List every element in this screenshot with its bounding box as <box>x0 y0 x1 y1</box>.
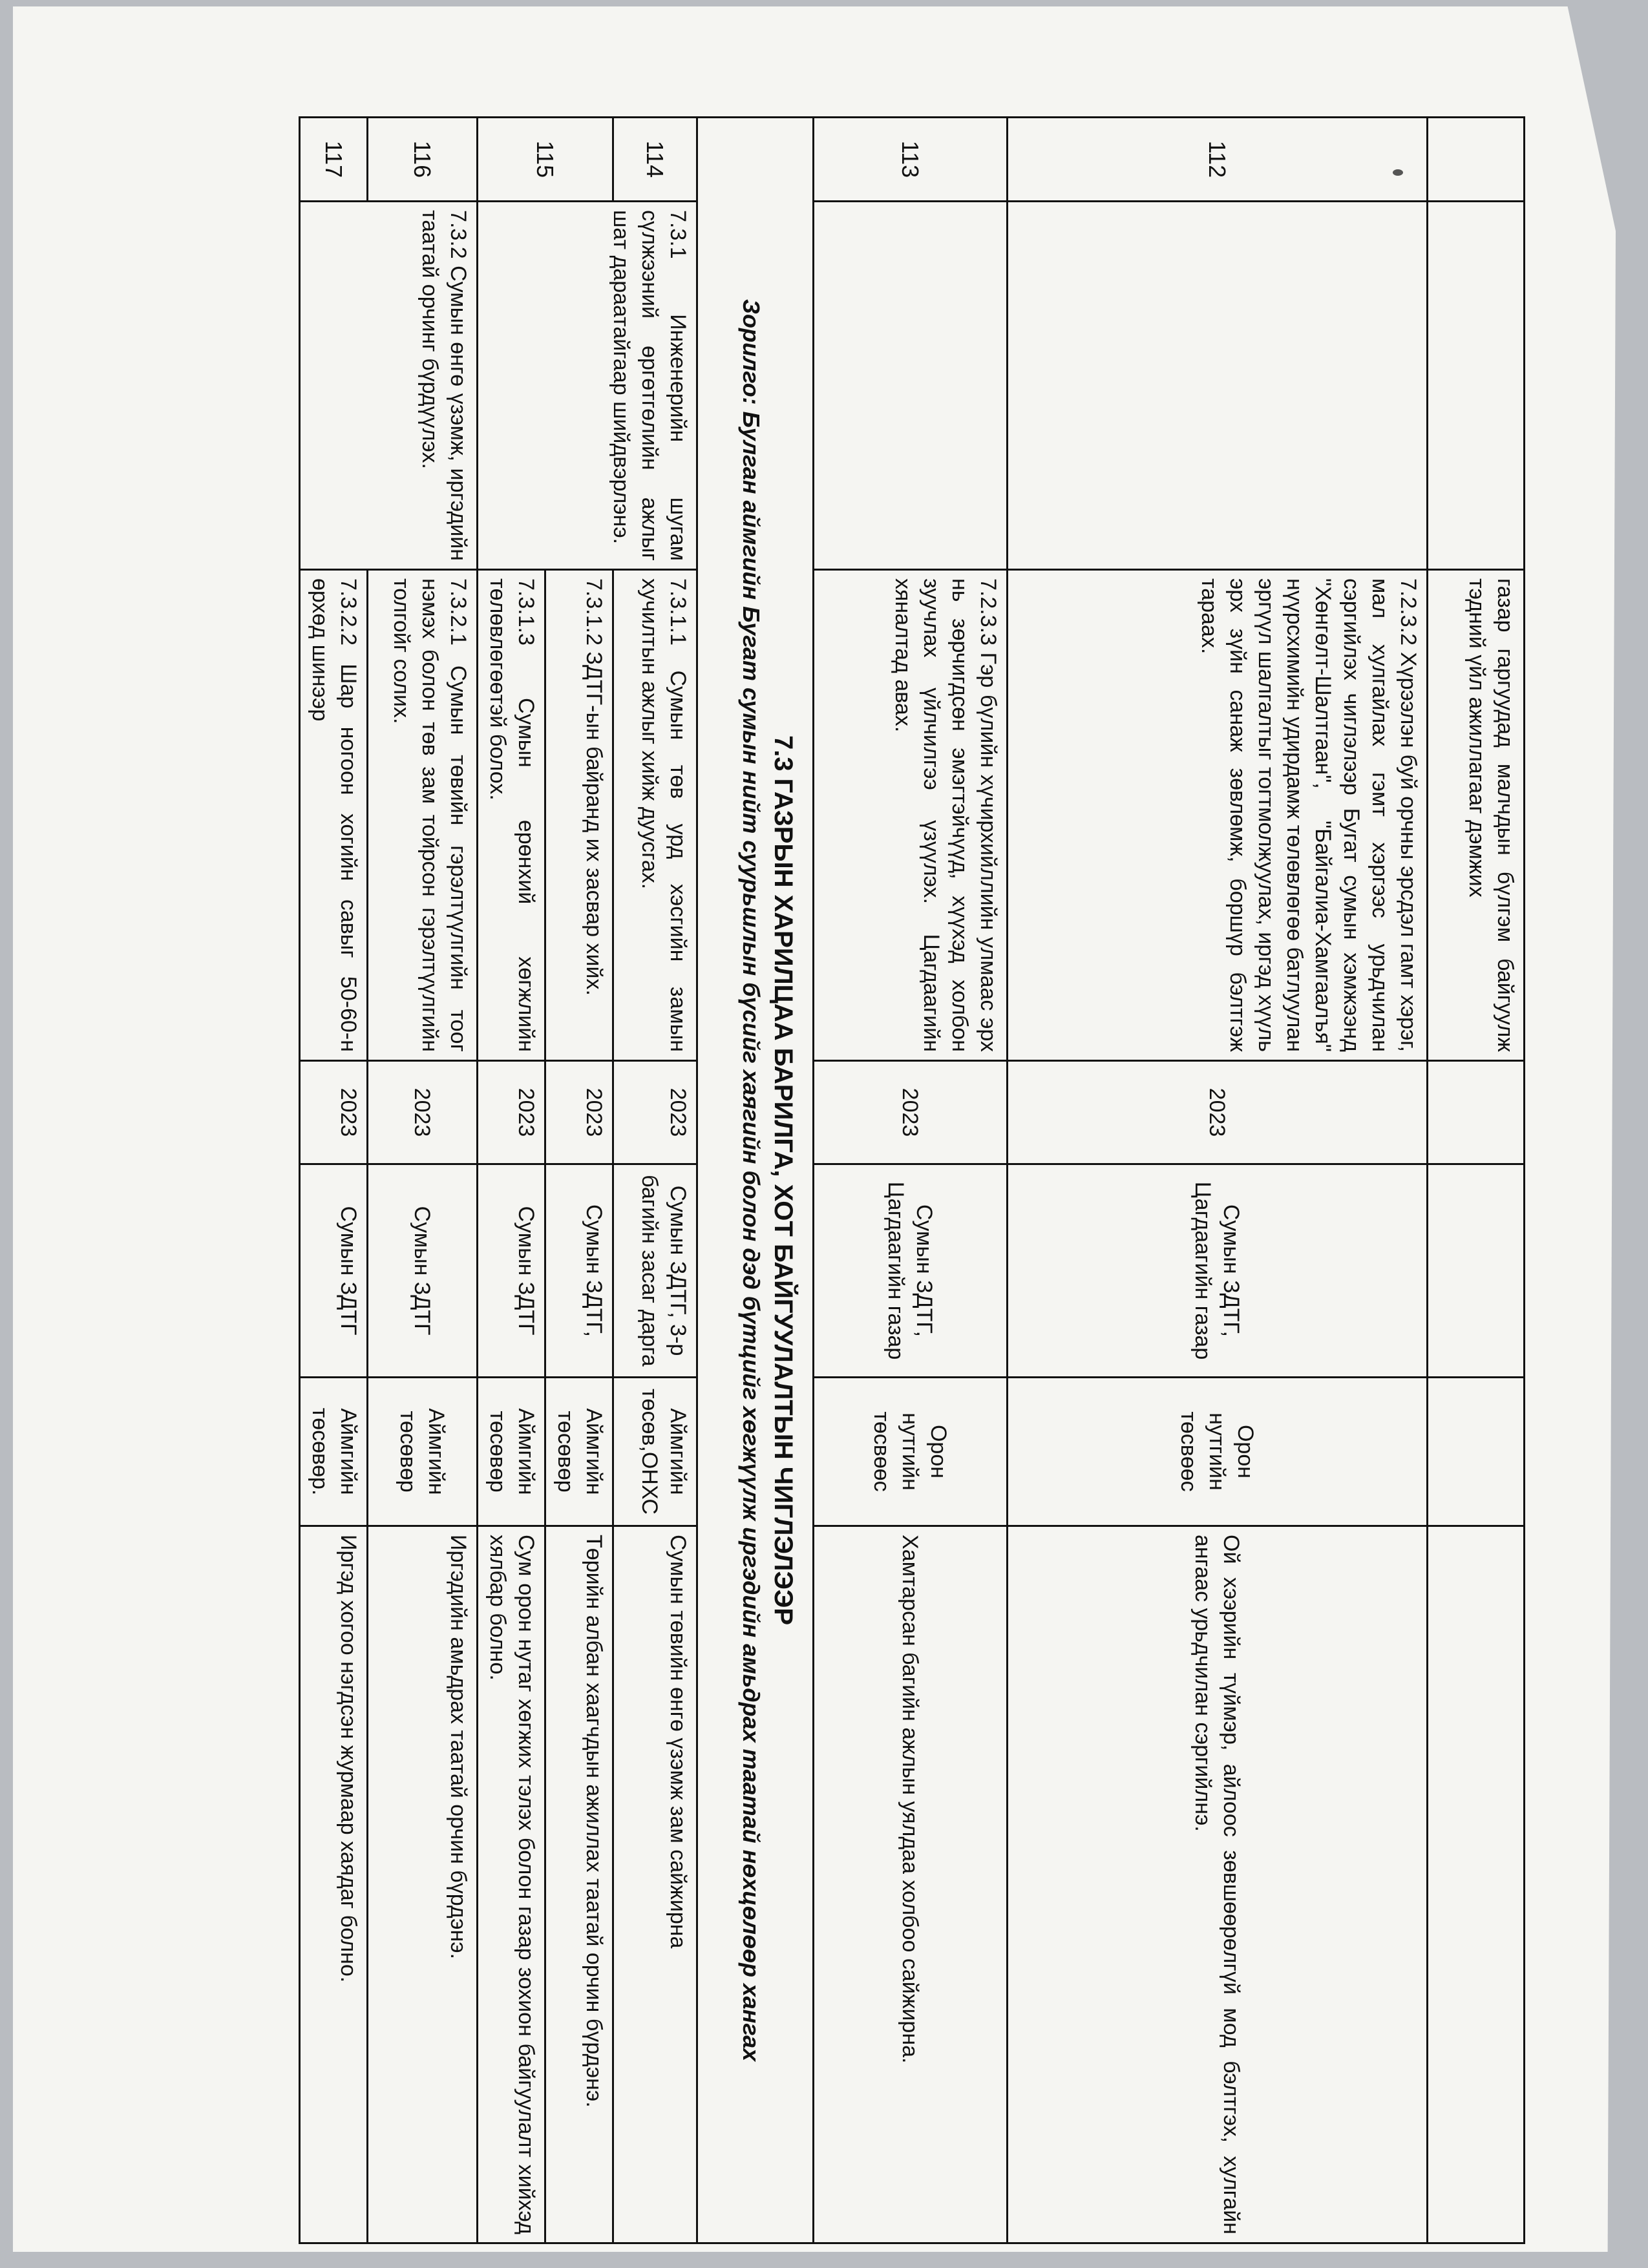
action-cell: газар гаргуудад малчдын бүлгэм байгуулж тэдний үйл ажиллагааг дэмжих <box>1428 570 1525 1061</box>
funding-cell: Орон нутгийн төсвөөс <box>1008 1378 1428 1526</box>
table-row <box>1008 118 1428 2243</box>
goal-cell <box>1428 202 1525 570</box>
section-title: 7.3 ГАЗРЫН ХАРИЛЦАА БАРИЛГА, ХОТ БАЙГУУЛАЛТЫН ЧИГЛЭЛЭЭР <box>769 735 798 1626</box>
action-plan-table <box>299 116 1525 2244</box>
row-number: 114 <box>613 118 697 202</box>
action-cell: 7.2.3.3 Гэр бүлийн хүчирхийллийн улмаас эрх нь зөрчигдсөн эмэгтэйчүүд, хүүхэд холбон зуучлах үйлчилгээ үзүүлэх. Цагдаагийн хяналтад авах. <box>814 570 1008 1061</box>
document-page <box>116 116 1525 2242</box>
funding-cell: Орон нутгийн төсвөөс <box>814 1378 1008 1526</box>
responsible-cell <box>1428 1164 1525 1378</box>
year-cell: 2023 <box>814 1061 1008 1164</box>
result-cell: Сумын төвийн өнгө үзэмж зам сайжирна <box>613 1526 697 2243</box>
action-cell: 7.3.1.3 Сумын ерөнхий хөгжлийн төлөвлөгөөтэй болох. <box>478 570 545 1061</box>
responsible-cell: Сумын ЗДТГ <box>300 1164 368 1378</box>
result-cell: Сум орон нутаг хөгжих тэлэх болон газар зохион байгуулалт хийхэд хялбар болно. <box>478 1526 545 2243</box>
table-row <box>814 118 1008 2243</box>
action-cell: 7.3.2.1 Сумын төвийн гэрэлтүүлгийн тоог нэмэх болон төв зам тойрсон гэрэлтүүлгийн толгойг солих. <box>368 570 478 1061</box>
result-cell: Иргэдийн амьдрах таатай орчин бүрдэнэ. <box>368 1526 478 2243</box>
year-cell: 2023 <box>368 1061 478 1164</box>
responsible-cell: Сумын ЗДТГ, Цагдаагийн газар <box>814 1164 1008 1378</box>
row-number: 112 <box>1008 118 1428 202</box>
funding-cell: Аймгийн төсөвөр <box>478 1378 545 1526</box>
result-cell: Ой хээрийн түймэр, айлоос зөвшөөрөлгүй мод бэлтгэх, хулгайн ангаас урьдчилан сэргийлнэ. <box>1008 1526 1428 2243</box>
responsible-cell: Сумын ЗДТГ <box>368 1164 478 1378</box>
year-cell: 2023 <box>613 1061 697 1164</box>
table-row <box>368 118 478 2243</box>
row-number: 116 <box>368 118 478 202</box>
table-row <box>1428 118 1525 2243</box>
result-cell: Иргэд хогоо нэгдсэн журмаар хаядаг болно. <box>300 1526 368 2243</box>
result-cell: Хамтарсан багийн ажлын уялдаа холбоо сайжирна. <box>814 1526 1008 2243</box>
goal-cell: 7.3.2 Сумын өнгө үзэмж, иргэдийн таатай орчинг бүрдүүлэх. <box>300 202 478 570</box>
section-goal: Зорилго: Булган аймгийн Бугат сумын нийт суурьшлын бүсийг хаягийн болон дэд бүтцийг хөгжүүлж иргэдийн амьдрах таатай нөхцөлөөр хангах <box>738 299 765 2062</box>
funding-cell <box>1428 1378 1525 1526</box>
row-number: 113 <box>814 118 1008 202</box>
funding-cell: Аймгийн төсөвөр <box>368 1378 478 1526</box>
action-cell: 7.2.3.2 Хүрээлэн буй орчны эрсдэл гамт хэрэг, мал хулгайлах гэмт хэргээс урьдчилан сэргийлэх чиглэлээр Бугат сумын хэмжээнд "Хөнгөлт-Шалтгаан", "Байгалиа-Хамгаалъя" нүүрсхимийн удирдамж төлөвлөгөө батлуулан эргүүл шалгалтыг тогтмолжуулах, иргэд хүүль эрх зүйн санаж зөвлөмж, боршүр бэлтгэж тараах. <box>1008 570 1428 1061</box>
year-cell: 2023 <box>545 1061 613 1164</box>
year-cell <box>1428 1061 1525 1164</box>
row-number: 115 <box>478 118 613 202</box>
goal-cell: 7.3.1 Инженерийн шугам сүлжээний өргөтгөлийн ажлыг шат дараатайгаар шийдвэрлэнэ. <box>478 202 697 570</box>
section-header <box>697 118 814 2243</box>
section-header-row <box>697 118 814 2243</box>
year-cell: 2023 <box>300 1061 368 1164</box>
year-cell: 2023 <box>1008 1061 1428 1164</box>
result-cell: Төрийн албан хаагчдын ажиллах таатай орчин бүрдэнэ. <box>545 1526 613 2243</box>
goal-cell <box>1008 202 1428 570</box>
funding-cell: Аймгийн төсөв,ОНХС <box>613 1378 697 1526</box>
action-cell: 7.3.1.2 ЗДТГ-ын байранд их засвар хийх. <box>545 570 613 1061</box>
funding-cell: Аймгийн төсөвөр. <box>300 1378 368 1526</box>
goal-cell <box>814 202 1008 570</box>
action-cell: 7.3.1.1 Сумын төв урд хэсгийн замын хучилтын ажлыг хийж дуусгах. <box>613 570 697 1061</box>
year-cell: 2023 <box>478 1061 545 1164</box>
row-number <box>1428 118 1525 202</box>
row-number: 117 <box>300 118 368 202</box>
funding-cell: Аймгийн төсөвөр <box>545 1378 613 1526</box>
table-row <box>613 118 697 2243</box>
action-cell: 7.3.2.2 Шар ногоон хогийн савыг 50-60-н өрхөд шинээр <box>300 570 368 1061</box>
result-cell <box>1428 1526 1525 2243</box>
responsible-cell: Сумын ЗДТГ, <box>545 1164 613 1378</box>
responsible-cell: Сумын ЗДТГ, 3-р багийн засаг дарга <box>613 1164 697 1378</box>
responsible-cell: Сумын ЗДТГ, Цагдаагийн газар <box>1008 1164 1428 1378</box>
responsible-cell: Сумын ЗДТГ <box>478 1164 545 1378</box>
